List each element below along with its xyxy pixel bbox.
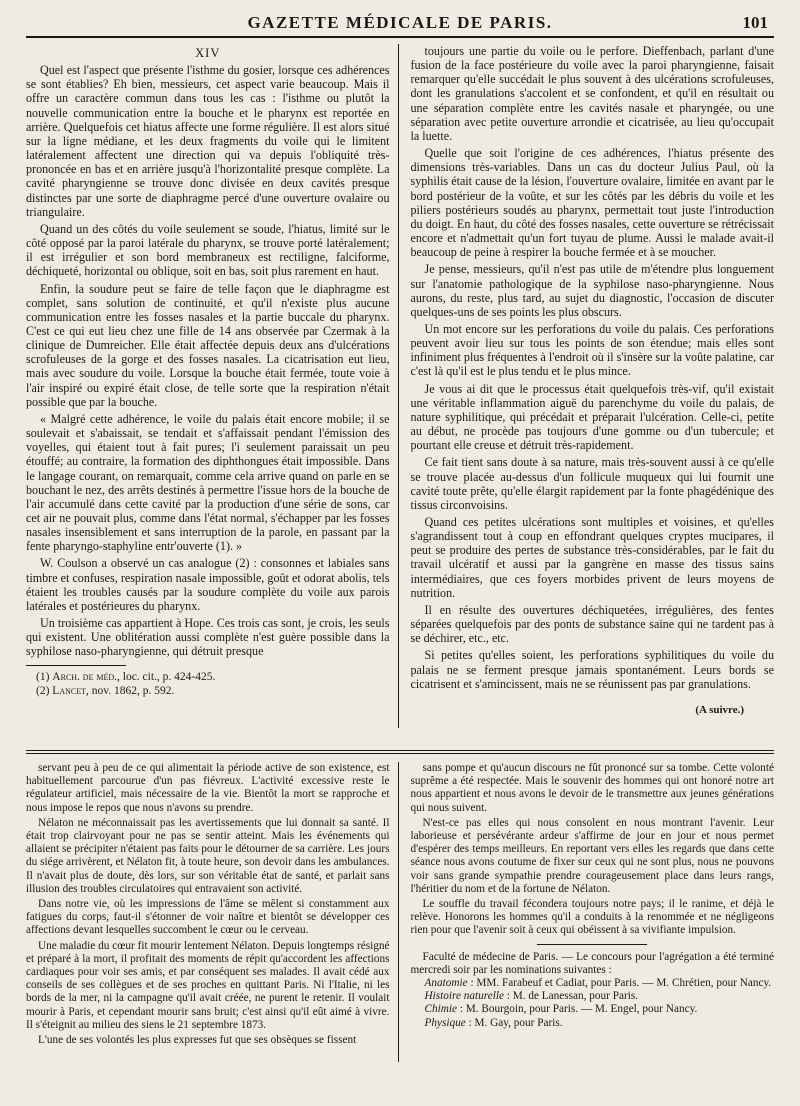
nomination-line	[411, 1003, 775, 1016]
obituary-columns	[26, 762, 774, 1062]
article-paragraph: Un troisième cas appartient à Hope. Ces trois cas sont, je crois, les seuls qui existent. Une oblitération aussi complète n'est guère possible dans la syphilose naso-pharyngienne, qui détruit presque	[26, 616, 390, 659]
nomination-text: : M. de Lanessan, pour Paris.	[503, 990, 639, 1003]
obituary-paragraph: Le souffle du travail fécondera toujours notre pays; il le ranime, et déjà le relève. Honorons les hommes qu'il a conduits à la renommée et ne négligeons rien pour que l'avenir soit à ceux qui obéissent à sa vivifiante impulsion.	[410, 898, 774, 937]
article-column-right	[411, 44, 775, 728]
article-paragraph: Je pense, messieurs, qu'il n'est pas utile de m'étendre plus longuement sur l'anatomie pathologique de la syphilose naso-pharyngienne. Nous aurons, du reste, plus tard, au sujet du diagnostic, l'occasion de discuter quelques-uns de ses points les plus obscurs.	[410, 262, 774, 319]
footnote-detail: , loc. cit., p. 424-425.	[117, 670, 216, 683]
article-paragraph: toujours une partie du voile ou le perfore. Dieffenbach, parlant d'une fusion de la face postérieure du voile avec la paroi pharyngienne, faisait remarquer qu'elle succédait le plus souvent à des ulcérations scrofuleuses, dont les granulations s'accolent et se confondent, et qu'il en résultait ou une séparation complète entre les cavités nasale et pharyngée, ou une séparation avec petite ouverture arrondie et cicatrisée, au lieu qu'occupait la luette.	[410, 44, 774, 143]
article-paragraph: Il en résulte des ouvertures déchiquetées, irrégulières, des fentes séparées quelquefois par des ponts de substance saine qui ne tardent pas à se déchirer, etc., etc.	[410, 602, 774, 646]
news-rule	[537, 944, 647, 945]
article-paragraph: Quel est l'aspect que présente l'isthme du gosier, lorsque ces adhérences se sont établies? Eh bien, messieurs, cet aspect varie beaucoup. Mais il offre un caractère commun dans tous les cas : l'isthme ou plutôt la nouvelle communication entre la bouche et le pharynx est reportée en arrière. Quelquefois cet hiatus affecte une forme régulière. Il est alors situé sur la ligne médiane, et les deux fragments du voile qui le limitent latéralement affectent une direction qui va depuis l'obliquité très-prononcée en bas et en arrière jusqu'à l'horizontalité presque complète. La cavité pharyngienne se trouve donc divisée en deux cavités presque distinctes par une sorte de diaphragme percé d'une ouverture ovalaire ou triangulaire.	[26, 63, 390, 219]
obituary-paragraph: Dans notre vie, où les impressions de l'âme se mêlent si constamment aux fatigues du corps, faut-il s'étonner de voir naître et bientôt se développer ces affections devant lesquelles succombent le cœur ou le cerveau.	[26, 898, 390, 937]
obituary-column-right	[411, 762, 775, 1062]
obituary-paragraph: Une maladie du cœur fit mourir lentement Nélaton. Depuis longtemps résigné et préparé à la mort, il profitait des moments de répit qu'accordent les affections cardiaques pour voir ses amis, et par conséquent ses malades. Il avait cédé aux conseils de ses collègues et de ses proches en quittant Paris. Ni l'Italie, ni les bords de la mer, ni la campagne qu'il avait créée, ne purent le retenir. Il voulait mourir à Paris, et cependant mourir sans bruit; c'est ainsi qu'il eût aimé à vivre. Il s'éteignit au milieu des siens le 21 septembre 1873.	[26, 939, 390, 1031]
article-paragraph: Je vous ai dit que le processus était quelquefois très-vif, qu'il existait une véritable inflammation aiguë du parenchyme du voile du palais, de nature syphilitique, qui précédait et préparait l'ulcération. Celle-ci, petite au début, ne procède pas toujours d'une gomme ou d'un tubercule; et pourtant elle creuse et détruit très-rapidement.	[410, 381, 774, 453]
page-header	[26, 0, 774, 38]
nomination-line	[411, 977, 775, 990]
footnote-1	[26, 670, 390, 684]
section-divider	[26, 750, 774, 754]
obituary-paragraph: servant peu à peu de ce qui alimentait la période active de son existence, est habituellement parcourue d'un pas fiévreux. L'activité excessive reste le régulateur artificiel, mais nécessaire de la vie. Bientôt la mort se rapproche et nous impose le repos que nous n'avons su prendre.	[26, 762, 390, 814]
nominations-intro: Faculté de médecine de Paris. — Le concours pour l'agrégation a été terminé mercredi soir par les nominations suivantes :	[410, 950, 774, 976]
article-paragraph: Quelle que soit l'origine de ces adhérences, l'hiatus présente des dimensions très-variables. Dans un cas du docteur Julius Paul, où la syphilis était cause de la lésion, l'ouverture ovalaire, limitée en avant par le bord postérieur de la voûte, et sur les côtés par les débris du voile et les piliers postérieurs soudés au pharynx, permettait tout juste l'introduction du doigt. En haut, du côté des fosses nasales, cette ouverture se rétrécissait encore et n'admettait qu'un fort tuyau de plume. Aussi le malade avait-il beaucoup de peine à respirer la bouche fermée et à se moucher.	[410, 146, 774, 260]
footnote-rule	[26, 665, 126, 666]
nomination-text: : M. Bourgoin, pour Paris. — M. Engel, pour Nancy.	[457, 1003, 698, 1016]
obituary-paragraph: Nélaton ne méconnaissait pas les avertissements que lui donnait sa santé. Il était trop clairvoyant pour ne pas se sentir atteint. Mais les événements qui allaient se précipiter n'étaient pas faits pour le détourner de sa carrière. Les jours du siége arrivèrent, et Nélaton fit, à toute heure, son devoir dans les ambulances. Il n'avait plus de doute, dès lors, sur son véritable état de santé, et parlait sans illusion des troubles circulatoires qui entravaient son activité.	[26, 816, 390, 895]
nomination-subject: Physique	[424, 1016, 466, 1029]
page-number: 101	[742, 13, 768, 32]
footnotes	[26, 665, 390, 698]
nomination-text: : MM. Farabeuf et Cadiat, pour Paris. — M. Chrétien, pour Nancy.	[467, 977, 772, 990]
article-paragraph: Quand ces petites ulcérations sont multiples et voisines, et qu'elles s'agrandissent tout à coup en effondrant quelques cryptes mucipares, il peut se produire des pertes de substance très-considérables, par le fait du travail ulcératif et aussi par la gangrène en masse des tissus sains intermédiaires, que ces foyers morbides privent de leurs moyens de nutrition.	[410, 515, 774, 600]
article-paragraph: Ce fait tient sans doute à sa nature, mais très-souvent aussi à ce qu'elle se trouve placée au-dessus d'un follicule muqueux qui lui fournit une cavité toute prête, qu'elle élargit rapidement par la fonte phagédénique des tissus circonvoisins.	[410, 455, 774, 512]
section-number: XIV	[195, 46, 221, 60]
footnote-2	[26, 684, 390, 698]
obituary-paragraph: sans pompe et qu'aucun discours ne fût prononcé sur sa tombe. Cette volonté suprême a été respectée. Mais le souvenir des hommes qui ont honoré notre art nous appartient et nous avons le devoir de le transmettre aux jeunes générations qui nous suivent.	[410, 762, 774, 814]
article-paragraph: Si petites qu'elles soient, les perforations syphilitiques du voile du palais ne se ferment presque jamais spontanément. Leurs bords se cicatrisent et s'amincissent, mais ne se réunissent pas par granulations.	[410, 648, 774, 691]
footnote-source: Arch. de méd.	[52, 670, 117, 683]
footnote-source: Lancet	[52, 684, 86, 697]
article-column-left	[26, 44, 399, 728]
obituary-paragraph: L'une de ses volontés les plus expresses fut que ses obsèques se fissent	[38, 1034, 357, 1047]
nomination-line	[411, 1017, 775, 1030]
article-paragraph: Un mot encore sur les perforations du voile du palais. Ces perforations peuvent avoir lieu sur tous les points de son étendue; mais elles sont infiniment plus fréquentes à l'endroit où il s'insère sur la voûte palatine, car c'est là qu'il est le plus tendu et le plus mince.	[410, 321, 774, 379]
faculty-nominations	[411, 951, 775, 1030]
nomination-subject: Anatomie	[424, 977, 468, 990]
nomination-subject: Chimie	[424, 1003, 457, 1016]
obituary-column-left	[26, 762, 399, 1062]
journal-title: GAZETTE MÉDICALE DE PARIS.	[247, 13, 553, 32]
article-paragraph: W. Coulson a observé un cas analogue (2) : consonnes et labiales sans timbre et confuses, respiration nasale impossible, goût et odorat abolis, tels étaient les troubles causés par la soudure complète du voile aux parois latérales et postérieures du pharynx.	[26, 556, 390, 613]
nomination-text: : M. Gay, pour Paris.	[465, 1016, 563, 1029]
footnote-marker: (1)	[36, 670, 50, 683]
article-quotation: « Malgré cette adhérence, le voile du palais était encore mobile; il se soulevait et s'abaissait, se tendait et s'affaissait pendant l'émission des voyelles, qui étaient tout à fait pures; l'i seulement paraissait un peu étouffé; au contraire, la formation des diphthongues était impossible. Dans le langage courant, on remarquait, comme cela arrive quand on parle en se bouchant le nez, des arrêts destinés à permettre l'issue hors de la bouche de l'air accumulé dans cette cavité par la production d'une série de sons, car cet air ne pouvait plus, comme dans l'état normal, s'échapper par les fosses nasales insensiblement et sans interruption de la parole, en passant par la fente pharyngo-staphyline entr'ouverte (1). »	[26, 411, 390, 554]
nomination-line	[411, 990, 775, 1003]
article-columns	[26, 44, 774, 728]
obituary-paragraph: N'est-ce pas elles qui nous consolent en nous montrant l'avenir. Leur laborieuse et persévérante ardeur s'affirme de jour en jour et nous permet d'espérer des temps meilleurs. En reportant vers elles les regards que dans cette séance nous avons coutume de fixer sur ceux qui ne sont plus, nous ne pouvons voir sans grande sympathie prendre courageusement place dans leurs rangs, l'héritier du nom et de la fortune de Nélaton.	[410, 816, 774, 895]
article-paragraph: Enfin, la soudure peut se faire de telle façon que le diaphragme est complet, sans solution de continuité, et qu'il n'existe plus aucune communication entre les fosses nasales et la partie buccale du pharynx. C'est ce qui eut lieu chez une fille de 14 ans observée par Czermak à la clinique de Dumreicher. Elle était affectée depuis deux ans d'ulcérations scrofuleuses de la gorge et des fosses nasales. La cicatrisation eut lieu, mais avec soudure du voile. Lorsque la bouche était fermée, toute voie à l'air inspiré ou expiré était close, de telle sorte que la respiration n'était possible que par la bouche.	[26, 281, 390, 409]
article-paragraph: Quand un des côtés du voile seulement se soude, l'hiatus, limité sur le côté opposé par la paroi latérale du pharynx, se trouve porté latéralement; il est irrégulier et son bord membraneux est rectiligne, falciforme, déchiqueté, horizontal ou oblique, soit en bas, soit plus rarement en haut.	[26, 221, 390, 279]
footnote-marker: (2)	[36, 684, 50, 697]
continuation-note: (A suivre.)	[695, 703, 744, 716]
nomination-subject: Histoire naturelle	[424, 990, 504, 1003]
footnote-detail: , nov. 1862, p. 592.	[86, 684, 175, 697]
